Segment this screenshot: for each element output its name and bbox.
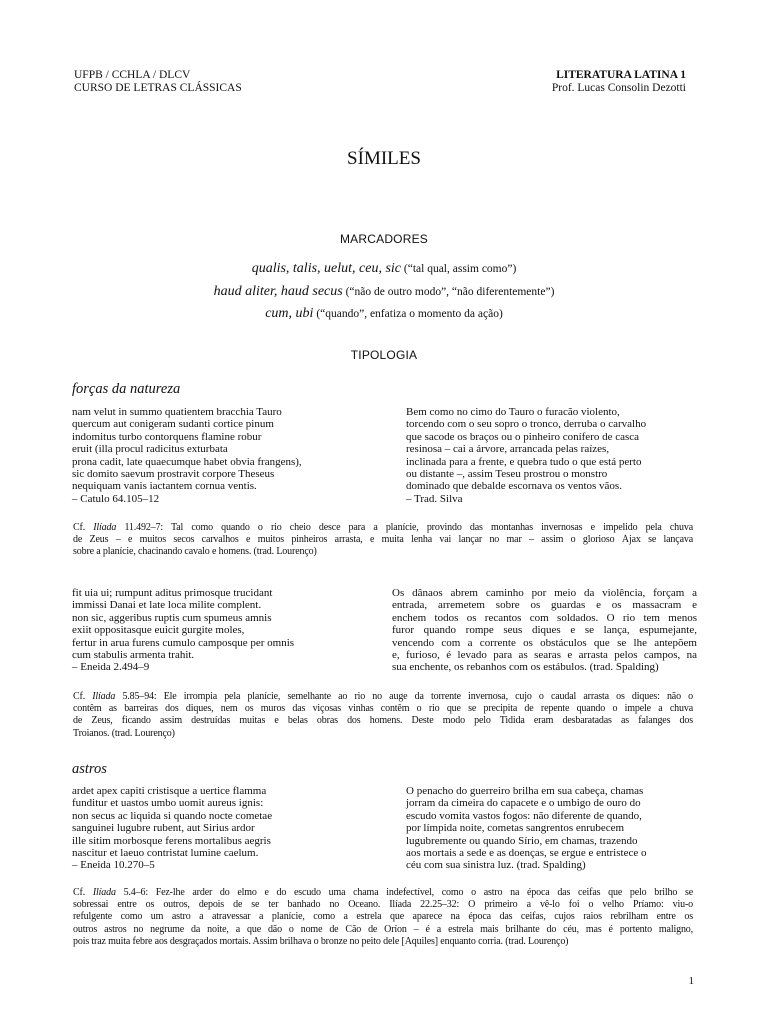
subject-line: LITERATURA LATINA 1: [556, 69, 686, 81]
work-title: Ilíada: [92, 691, 116, 702]
institution-line: UFPB / CCHLA / DLCV: [74, 69, 191, 81]
note-line: contêm as barreiras dos diques, nem os muros das viçosas vinhas contêm o rio que se precipita de repente quando o impele a chuva: [73, 703, 693, 715]
note-line: Cf. Ilíada 11.492–7: Tal como quando o rio cheio desce para a planície, provindo das montanhas invernosas e impelido pela chuva: [73, 522, 693, 533]
translation-line: entrada, arremetem sobre os guardas e os massacram e: [392, 599, 697, 612]
course-line: CURSO DE LETRAS CLÁSSICAS: [74, 82, 242, 94]
translation-line: dominado que debalde escornava os ventos vãos.: [406, 480, 622, 493]
verse-line: sanguinei lugubre rubent, aut Sirius ardor: [72, 822, 255, 835]
marcadores-heading: MARCADORES: [339, 232, 428, 246]
verse-line: immissi Danai et late loca milite complent.: [72, 599, 262, 612]
verse-line: sic domito saevum prostravit corpore Theseus: [72, 467, 275, 480]
marker-gloss: (“quando”, enfatiza o momento da ação): [313, 308, 503, 320]
translation-line: Bem como no cimo do Tauro o furacão violento,: [406, 406, 620, 418]
translation-passage: [406, 406, 646, 505]
latin-passage: [72, 587, 294, 674]
verse-line: non secus ac liquida si quando nocte cometae: [72, 809, 273, 822]
verse-line: fit uia ui; rumpunt aditus primosque trucidant: [72, 587, 273, 599]
translation-line: céu com sua sinistra luz. (trad. Spalding): [406, 859, 586, 872]
translation-line: escudo vomita vastos fogos: não diferente de quando,: [406, 809, 642, 822]
source-citation: – Eneida 2.494–9: [72, 661, 150, 674]
verse-line: ardet apex capiti cristisque a uertice flamma: [72, 785, 267, 797]
note-line: outros astros no negrume da noite, a que dão o nome de Cão de Oríon – é a estrela mais brilhante do céu, mas é portento maligno,: [73, 923, 693, 935]
verse-line: nascitur et laeuo contristat lumine caelum.: [72, 846, 259, 859]
verse-line: indomitus turbo contorquens flamine robur: [72, 430, 262, 443]
latin-passage: [72, 406, 302, 505]
source-citation: – Catulo 64.105–12: [72, 492, 160, 505]
cf-note: [73, 691, 693, 740]
work-title: Ilíada: [92, 887, 116, 898]
translator-citation: – Trad. Silva: [406, 492, 463, 505]
translation-line: torcendo com o seu sopro o tronco, derruba o carvalho: [406, 418, 647, 431]
translation-passage: [392, 587, 697, 674]
verse-line: non sic, aggeribus ruptis cum spumeus amnis: [72, 611, 272, 624]
markers-list: [0, 258, 768, 326]
translation-line: O penacho do guerreiro brilha em sua cabeça, chamas: [406, 785, 644, 797]
note-line: refulgente como um astro a atravessar a planície, como a estrela que aparece na época das ceifas, cujos raios rebrilham entre os: [73, 911, 693, 923]
translation-line: resinosa – cai a árvore, arrancada pelas raízes,: [406, 443, 610, 456]
latin-passage: [72, 785, 272, 872]
note-line: sobressai entre os outros, depois de se ter banhado no Oceano. Ilíada 22.25–32: O primeiro a vê-lo foi o velho Príamo: viu-o: [73, 899, 693, 911]
verse-line: quercum aut conigeram sudanti cortice pinum: [72, 418, 274, 431]
verse-line: cum stabulis armenta trahit.: [72, 648, 195, 661]
marker-row: [0, 281, 768, 304]
work-title: Ilíada: [93, 522, 117, 533]
translation-line: por límpida noite, cometas sangrentos enrubecem: [406, 822, 625, 835]
note-line: sobre a planície, chacinando cavalo e homens. (trad. Lourenço): [73, 546, 317, 558]
note-line: Cf. Ilíada 5.4–6: Fez-lhe arder do elmo e do escudo uma chama indefectível, como o astro na época das ceifas que pelo brilho se: [73, 887, 693, 898]
verse-line: funditur et uastos umbo uomit aureus ignis:: [72, 797, 264, 810]
translation-line: Os dânaos abrem caminho por meio da violência, forçam a: [392, 587, 697, 599]
note-line: de Zeus – e muitos secos carvalhos e muitos pinheiros arrasta, e muita lenha vai lançar no mar – assim o glorioso Ájax se lançava: [73, 534, 693, 546]
translation-line: que sacode os braços ou o pinheiro conífero de casca: [406, 430, 640, 443]
translation-line: ou distante –, assim Teseu prostrou o monstro: [406, 467, 608, 480]
header-right: [552, 69, 686, 95]
cf-note: [73, 887, 693, 948]
verse-line: nam velut in summo quatientem bracchia Tauro: [72, 406, 282, 418]
marker-gloss: (“tal qual, assim como”): [401, 263, 517, 275]
marker-gloss: (“não de outro modo”, “não diferentemente”): [342, 285, 555, 298]
translation-line: enchem todos os recantos com soldados. O rio tem menos: [392, 611, 697, 624]
translation-line: lugubremente ou quando Sírio, em chamas, trazendo: [406, 834, 638, 847]
marker-row: [0, 258, 768, 281]
note-line: Cf. Ilíada 5.85–94: Ele irrompia pela planície, semelhante ao rio no auge da torrente invernosa, cujo o caudal arrasta os diques: não o: [73, 691, 693, 702]
translation-line: aos mortais a sede e as doenças, se ergue e entristece o: [406, 846, 647, 859]
verse-line: fertur in arua furens cumulo camposque per omnis: [72, 636, 295, 649]
verse-line: nequiquam vanis iactantem cornua ventis.: [72, 480, 257, 493]
section-title: astros: [72, 761, 107, 777]
section-title: forças da natureza: [72, 381, 181, 397]
source-citation: – Eneida 10.270–5: [72, 859, 155, 872]
translation-line: jorram da cimeira do capacete e o umbigo de ouro do: [406, 797, 641, 810]
verse-line: ille sitim morbosque ferens mortalibus aegris: [72, 834, 271, 847]
professor-line: Prof. Lucas Consolin Dezotti: [551, 82, 686, 94]
verse-line: exiit oppositasque euicit gurgite moles,: [72, 624, 245, 637]
cf-note: [73, 522, 693, 559]
marker-latin: cum, ubi: [265, 306, 314, 321]
note-line: de Zeus, ficando assim destruídas muitas e belas obras dos homens. Deste modo pelo Tidida eram desbaratadas as falanges dos: [73, 715, 693, 727]
verse-line: eruit (illa procul radicitus exturbata: [72, 443, 228, 456]
translation-line: e, furioso, é levado para as searas e arrasta pelos campos, na: [392, 648, 697, 661]
translation-line: inclinada para a frente, e quebra tudo o que está perto: [406, 455, 642, 468]
tipologia-heading: TIPOLOGIA: [350, 348, 418, 362]
note-line: Troianos. (trad. Lourenço): [73, 727, 175, 739]
verse-line: prona cadit, late quaecumque habet obvia frangens),: [72, 455, 302, 468]
translation-line: furor quando rompe seus diques e se lança, espumejante,: [392, 624, 697, 637]
header-left: [74, 69, 242, 95]
translation-line: vencendo com a corrente os obstáculos que se lhe antepõem: [392, 636, 697, 649]
marker-latin: qualis, talis, uelut, ceu, sic: [251, 261, 402, 276]
page-number: 1: [688, 975, 694, 987]
translation-passage: [406, 785, 646, 872]
marker-latin: haud aliter, haud secus: [213, 283, 343, 299]
translation-line: sua enchente, os rebanhos com os estábulos. (trad. Spalding): [392, 661, 659, 674]
marker-row: [0, 303, 768, 326]
page-title: SÍMILES: [347, 148, 421, 169]
note-line: pois traz muita febre aos desgraçados mortais. Assim brilhava o bronze no peito dele [Aquiles] enquanto corria. (trad. Lourenço): [73, 935, 569, 947]
